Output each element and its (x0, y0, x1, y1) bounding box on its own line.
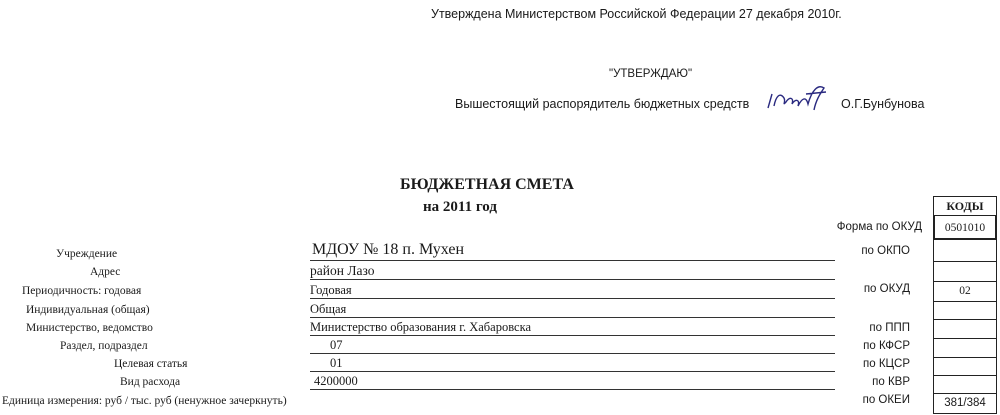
approver-name: О.Г.Бунбунова (841, 97, 925, 111)
field-value: Годовая (310, 283, 352, 297)
underline (310, 389, 835, 390)
okei-code-cell: 381/384 (933, 394, 997, 414)
code-cell (933, 262, 997, 282)
approve-stamp: "УТВЕРЖДАЮ" (609, 68, 693, 80)
units-label: Единица измерения: руб / тыс. руб (ненужное зачеркнуть) (2, 395, 287, 407)
okei-label: по ОКЕИ (862, 394, 910, 406)
code-label: по КВР (872, 376, 910, 388)
underline (310, 317, 835, 318)
form-okud-label: Форма по ОКУД (836, 221, 922, 233)
field-value: 01 (330, 356, 343, 370)
code-cell (933, 320, 997, 339)
code-label: по ППП (869, 322, 910, 334)
underline (310, 298, 835, 299)
code-label: по КЦСР (863, 358, 910, 370)
code-label: по КФСР (863, 340, 910, 352)
field-label: Целевая статья (114, 358, 188, 370)
underline (310, 335, 835, 336)
form-code-cell: 0501010 (933, 216, 997, 240)
field-label: Периодичность: годовая (22, 285, 142, 297)
codes-header: КОДЫ (933, 196, 997, 216)
field-value: Общая (310, 302, 347, 316)
field-label: Вид расхода (120, 376, 181, 388)
code-label: по ОКПО (861, 245, 910, 257)
field-value: МДОУ № 18 п. Мухен (312, 241, 465, 258)
field-label: Адрес (90, 266, 121, 278)
underline (310, 279, 835, 280)
page-title: БЮДЖЕТНАЯ СМЕТА (400, 176, 574, 193)
code-cell (933, 376, 997, 394)
field-label: Учреждение (56, 248, 118, 260)
field-label: Министерство, ведомство (26, 322, 153, 334)
field-label: Индивидуальная (общая) (26, 304, 150, 316)
code-cell (933, 302, 997, 320)
field-value: 07 (330, 338, 343, 352)
underline (310, 260, 835, 261)
code-cell (933, 240, 997, 262)
code-cell: 02 (933, 282, 997, 302)
underline (310, 371, 835, 372)
field-value: 4200000 (314, 374, 358, 388)
page-subtitle: на 2011 год (423, 199, 497, 215)
field-value: Министерство образования г. Хабаровска (310, 320, 532, 334)
field-label: Раздел, подраздел (60, 340, 148, 352)
code-label: по ОКУД (863, 283, 910, 295)
approval-note: Утверждена Министерством Российской Федерации 27 декабря 2010г. (431, 7, 842, 21)
approver-position: Вышестоящий распорядитель бюджетных средств (455, 97, 750, 111)
code-cell (933, 358, 997, 376)
code-cell (933, 339, 997, 358)
field-value: район Лазо (310, 263, 375, 278)
underline (310, 353, 835, 354)
signature-icon (762, 80, 842, 116)
